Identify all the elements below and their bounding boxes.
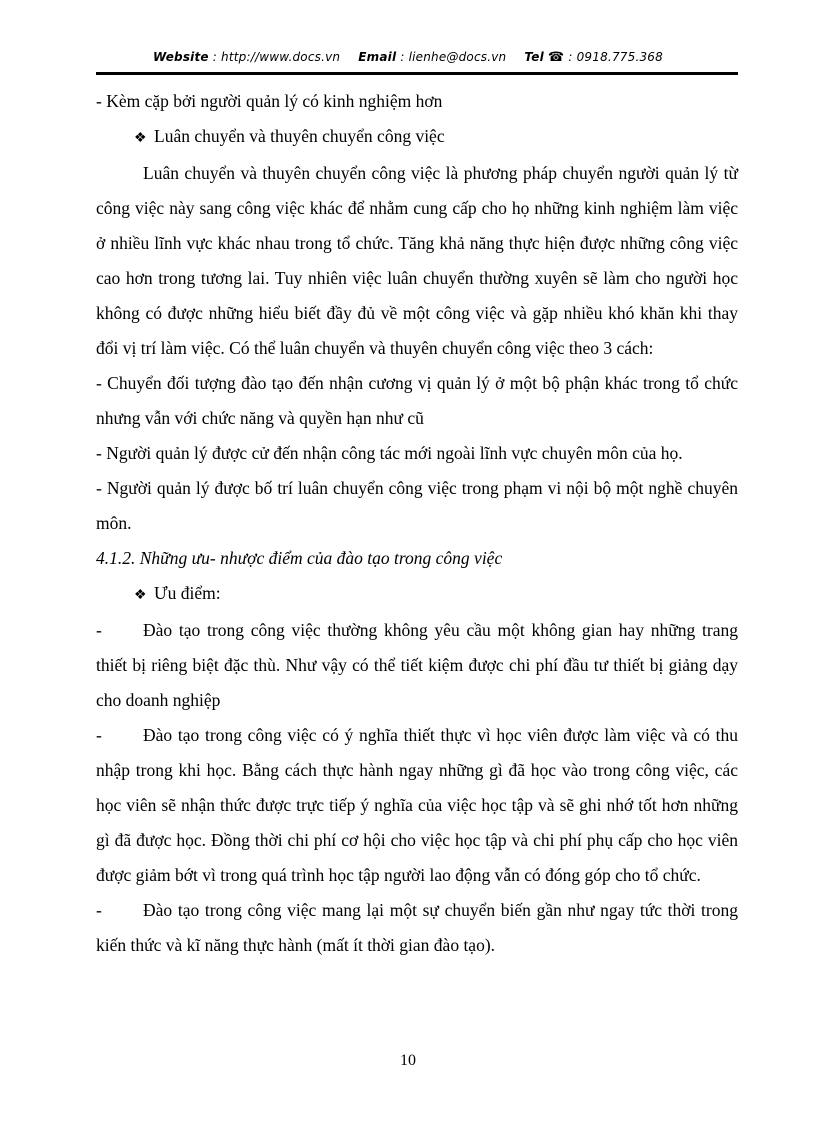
advantage-3-text: Đào tạo trong công việc mang lại một sự chuyển biến gần như ngay tức thời trong kiến thức và kĩ năng thực hành (mất ít thời gian đào tạo). (96, 900, 738, 955)
advantage-2-text: Đào tạo trong công việc có ý nghĩa thiết thực vì học viên được làm việc và có thu nhập trong khi học. Bằng cách thực hành ngay những gì đã học vào trong công việc, các học viên sẽ nhận thức được trực tiếp ý nghĩa của việc học tập và sẽ ghi nhớ tốt hơn những gì đã được học. Đồng thời chi phí cơ hội cho việc học tập và chi phí phụ cấp cho học viên được giảm bớt vì trong quá trình học tập người lao động vẫn có đóng góp cho tổ chức. (96, 725, 738, 885)
email-value: : lienhe@docs.vn (400, 50, 507, 64)
diamond-bullet-icon: ❖ (134, 131, 147, 146)
website-label: Website (153, 50, 209, 64)
advantage-1-text: Đào tạo trong công việc thường không yêu cầu một không gian hay những trang thiết bị riêng biệt đặc thù. Như vậy có thể tiết kiệm được chi phí đầu tư thiết bị giảng dạy cho doanh nghiệp (96, 620, 738, 710)
email-label: Email (358, 50, 397, 64)
list-item-3: - Người quản lý được bố trí luân chuyển công việc trong phạm vi nội bộ một nghề chuyên môn. (96, 478, 738, 533)
heading-luan-chuyen (96, 119, 738, 156)
heading-uu-diem (96, 576, 738, 613)
tel-label: Tel (524, 50, 544, 64)
tel-value: : 0918.775.368 (568, 50, 663, 64)
dash-marker: - (96, 900, 102, 920)
advantage-3 (96, 893, 738, 963)
phone-icon: ☎ (547, 50, 565, 65)
dash-marker: - (96, 620, 102, 640)
advantage-2 (96, 718, 738, 893)
section-heading-4-1-2: 4.1.2. Những ưu- nhược điểm của đào tạo trong công việc (96, 548, 503, 568)
line-kem-cap: - Kèm cặp bởi người quản lý có kinh nghiệm hơn (96, 91, 443, 111)
page-header (0, 50, 816, 65)
heading-uu-diem-text: Ưu điểm: (154, 583, 221, 603)
page-number: 10 (400, 1052, 416, 1069)
document-body (96, 84, 738, 963)
list-item-1: - Chuyển đối tượng đào tạo đến nhận cương vị quản lý ở một bộ phận khác trong tổ chức nhưng vẫn với chức năng và quyền hạn như cũ (96, 373, 738, 428)
advantage-1 (96, 613, 738, 718)
diamond-bullet-icon: ❖ (134, 588, 147, 603)
header-rule (96, 72, 738, 75)
list-item-2: - Người quản lý được cử đến nhận công tác mới ngoài lĩnh vực chuyên môn của họ. (96, 443, 683, 463)
website-value: : http://www.docs.vn (212, 50, 341, 64)
dash-marker: - (96, 725, 102, 745)
paragraph-luan-chuyen: Luân chuyển và thuyên chuyển công việc là phương pháp chuyển người quản lý từ công việc này sang công việc khác để nhằm cung cấp cho họ những kinh nghiệm làm việc ở nhiều lĩnh vực khác nhau trong tổ chức. Tăng khả năng thực hiện được những công việc cao hơn trong tương lai. Tuy nhiên việc luân chuyển thường xuyên sẽ làm cho người học không có được những hiểu biết đầy đủ về một công việc và gặp nhiều khó khăn khi thay đổi vị trí làm việc. Có thể luân chuyển và thuyên chuyển công việc theo 3 cách: (96, 163, 738, 358)
heading-luan-chuyen-text: Luân chuyển và thuyên chuyển công việc (154, 126, 445, 146)
